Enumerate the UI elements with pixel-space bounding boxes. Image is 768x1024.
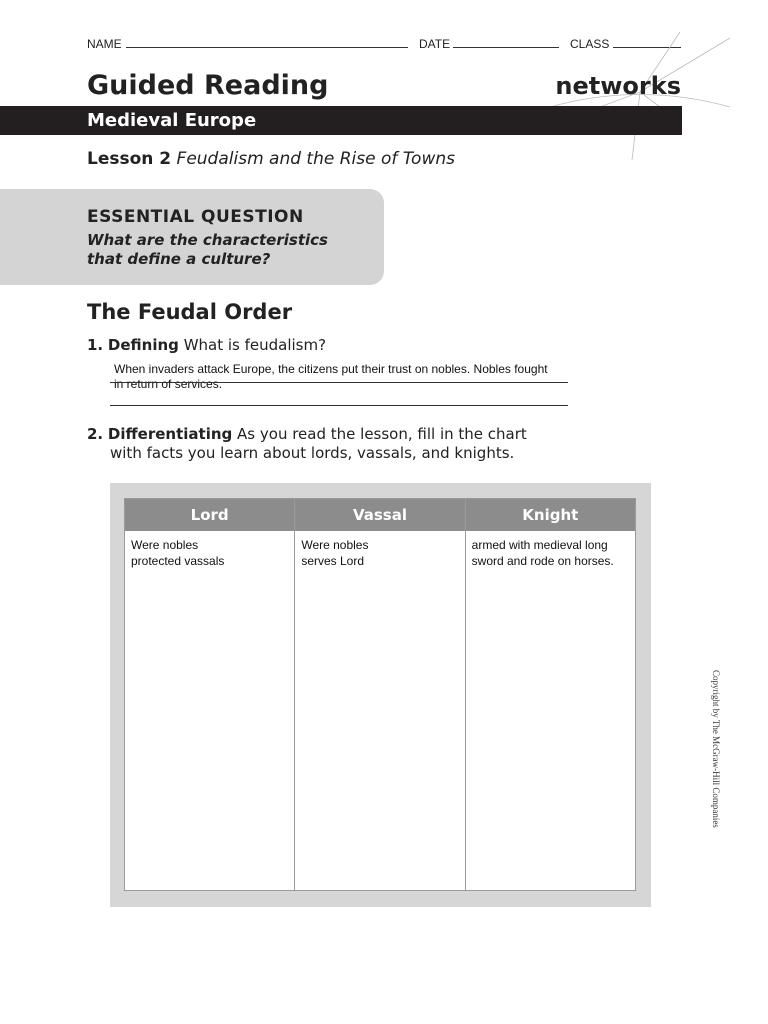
name-label: NAME: [87, 37, 122, 51]
answer-line-2: [110, 405, 568, 406]
feudal-chart: [124, 498, 636, 891]
question-1-answer[interactable]: When invaders attack Europe, the citizens put their trust on nobles. Nobles fought in return of services.: [114, 362, 548, 391]
name-line[interactable]: [126, 47, 408, 48]
question-2-prompt-line1: As you read the lesson, fill in the chart: [237, 425, 527, 443]
question-1: [87, 336, 326, 354]
question-1-keyword: Defining: [107, 336, 179, 354]
chart-header-knight: Knight: [466, 499, 635, 532]
chart-column-lord: [125, 499, 295, 890]
answer-line-1: [110, 382, 568, 383]
essential-question-heading: ESSENTIAL QUESTION: [87, 207, 304, 227]
question-2-keyword: Differentiating: [107, 425, 233, 443]
question-2: [87, 425, 557, 463]
essential-question-text: What are the characteristics that define a culture?: [87, 231, 328, 268]
page-title: Guided Reading: [87, 70, 329, 101]
banner-title: Medieval Europe: [87, 110, 257, 131]
chart-header-lord: Lord: [125, 499, 294, 532]
networks-logo: [540, 72, 685, 104]
lesson-number: Lesson 2: [87, 149, 172, 169]
chart-cell-line: Were nobles: [131, 538, 199, 552]
class-line[interactable]: [613, 47, 681, 48]
logo-text: networks: [555, 72, 681, 100]
chart-cell-vassal[interactable]: [295, 532, 464, 574]
chart-header-vassal: Vassal: [295, 499, 464, 532]
chart-cell-line: sword and rode on horses.: [471, 554, 614, 568]
lesson-heading: [87, 149, 455, 169]
chart-column-vassal: [295, 499, 465, 890]
chart-cell-line: protected vassals: [131, 554, 225, 568]
chart-cell-lord[interactable]: [125, 532, 294, 574]
date-line[interactable]: [453, 47, 559, 48]
question-1-number: 1.: [87, 336, 104, 354]
chart-cell-line: serves Lord: [301, 554, 365, 568]
section-title: The Feudal Order: [87, 300, 293, 324]
chart-cell-knight[interactable]: [466, 532, 635, 574]
question-2-prompt-line2: with facts you learn about lords, vassals, and knights.: [110, 444, 515, 462]
essential-question-box: [0, 189, 384, 285]
question-2-number: 2.: [87, 425, 104, 443]
chart-cell-line: armed with medieval long: [471, 538, 608, 552]
chart-frame: [110, 483, 651, 907]
unit-banner: [0, 106, 682, 135]
date-label: DATE: [419, 37, 451, 51]
chart-column-knight: [466, 499, 635, 890]
copyright-notice: Copyright by The McGraw-Hill Companies: [711, 670, 721, 828]
chart-cell-line: Were nobles: [301, 538, 369, 552]
class-label: CLASS: [570, 37, 610, 51]
question-1-prompt: What is feudalism?: [183, 336, 327, 354]
lesson-name: Feudalism and the Rise of Towns: [176, 149, 455, 169]
